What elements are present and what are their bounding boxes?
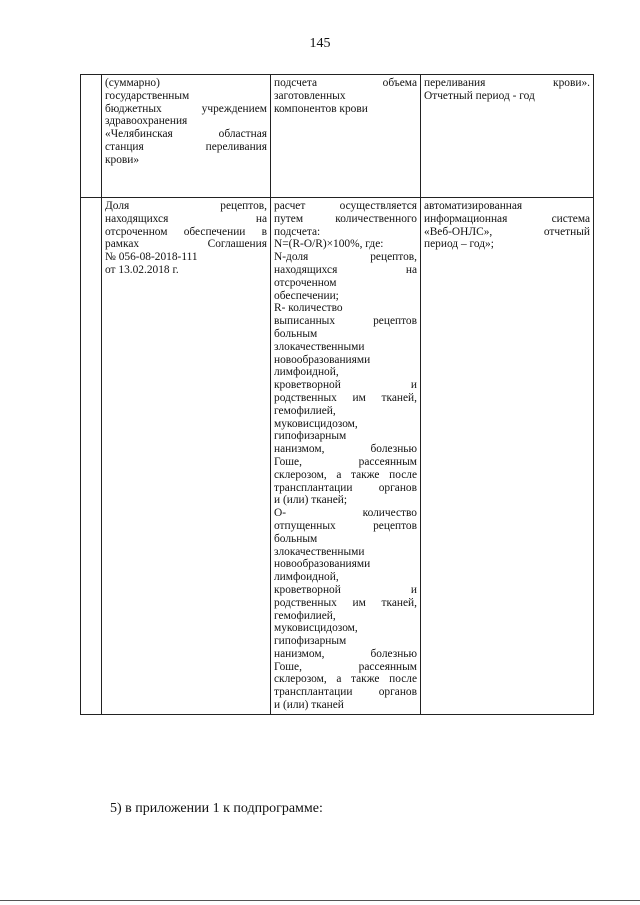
table-cell — [102, 75, 271, 198]
cell-line: подсчета объема — [274, 77, 417, 89]
cell-line: бюджетных учреждением — [105, 102, 267, 115]
table-cell — [271, 198, 421, 715]
cell-line: нанизмом, болезнью — [274, 647, 417, 660]
cell-line: новообразованиями — [274, 558, 371, 571]
table-row — [81, 198, 594, 715]
page-bottom-rule — [0, 900, 640, 901]
cell-line: больным — [274, 532, 318, 545]
cell-line: муковисцидозом, — [274, 622, 358, 635]
cell-line: нанизмом, болезнью — [274, 443, 417, 456]
indicator-table — [80, 74, 594, 715]
cell-line: и (или) тканей — [274, 699, 344, 712]
cell-line: период – год»; — [424, 238, 494, 251]
cell-line: автоматизированная — [424, 200, 523, 212]
table-cell-empty — [81, 75, 102, 198]
cell-line: N-доля рецептов, — [274, 251, 417, 264]
cell-line: новообразованиями — [274, 353, 371, 366]
cell-line: путем количественного — [274, 212, 417, 225]
cell-line: находящихся на — [105, 212, 267, 225]
cell-line: обеспечении; — [274, 289, 339, 302]
cell-line: станция переливания — [105, 140, 267, 153]
cell-line: гемофилией, — [274, 404, 336, 417]
cell-line: отсроченном обеспечении в — [105, 225, 267, 238]
cell-line: подсчета: — [274, 225, 321, 238]
table-cell — [421, 198, 594, 715]
cell-line: переливания крови». — [424, 77, 590, 89]
cell-line: Гоше, рассеянным — [274, 660, 417, 673]
table-cell — [271, 75, 421, 198]
cell-line: лимфоидной, — [274, 366, 339, 379]
table-cell — [102, 198, 271, 715]
cell-line: государственным — [105, 89, 190, 102]
cell-line: гипофизарным — [274, 635, 347, 648]
cell-line: лимфоидной, — [274, 571, 339, 584]
cell-line: «Веб-ОНЛС», отчетный — [424, 225, 590, 238]
closing-paragraph: 5) в приложении 1 к подпрограмме: — [110, 801, 323, 816]
cell-line: кроветворной и — [274, 583, 417, 596]
cell-line: R- количество — [274, 302, 343, 315]
cell-line: трансплантации органов — [274, 481, 417, 494]
table-cell-empty — [81, 198, 102, 715]
cell-line: кроветворной и — [274, 379, 417, 392]
cell-line: Отчетный период - год — [424, 89, 535, 102]
cell-line: трансплантации органов — [274, 686, 417, 699]
cell-line: находящихся на — [274, 263, 417, 276]
cell-line: больным — [274, 327, 318, 340]
cell-line: злокачественными — [274, 545, 365, 558]
cell-line: крови» — [105, 153, 140, 166]
cell-line: расчет осуществляется — [274, 200, 417, 212]
cell-line: компонентов крови — [274, 102, 368, 115]
table-cell — [421, 75, 594, 198]
cell-line: гипофизарным — [274, 430, 347, 443]
cell-line: рамках Соглашения — [105, 238, 267, 251]
cell-line: родственных им тканей, — [274, 391, 417, 404]
cell-line: отсроченном — [274, 276, 337, 289]
cell-line: заготовленных — [274, 89, 346, 102]
cell-line: N=(R-O/R)×100%, где: — [274, 238, 384, 251]
cell-line: Доля рецептов, — [105, 200, 267, 212]
cell-line: злокачественными — [274, 340, 365, 353]
cell-line: Гоше, рассеянным — [274, 455, 417, 468]
cell-line: гемофилией, — [274, 609, 336, 622]
cell-line: и (или) тканей; — [274, 494, 348, 507]
cell-line: «Челябинская областная — [105, 128, 267, 141]
cell-line: склерозом, а также после — [274, 673, 417, 686]
cell-line: выписанных рецептов — [274, 315, 417, 328]
cell-line: информационная система — [424, 212, 590, 225]
cell-line: родственных им тканей, — [274, 596, 417, 609]
cell-line: О- количество — [274, 507, 417, 520]
cell-line: муковисцидозом, — [274, 417, 358, 430]
cell-line: (суммарно) — [105, 77, 160, 89]
table-row — [81, 75, 594, 198]
cell-line: отпущенных рецептов — [274, 519, 417, 532]
cell-line: № 056-08-2018-111 — [105, 251, 198, 264]
page-number: 145 — [309, 36, 331, 51]
cell-line: от 13.02.2018 г. — [105, 263, 179, 276]
cell-line: здравоохранения — [105, 115, 188, 128]
cell-line: склерозом, а также после — [274, 468, 417, 481]
